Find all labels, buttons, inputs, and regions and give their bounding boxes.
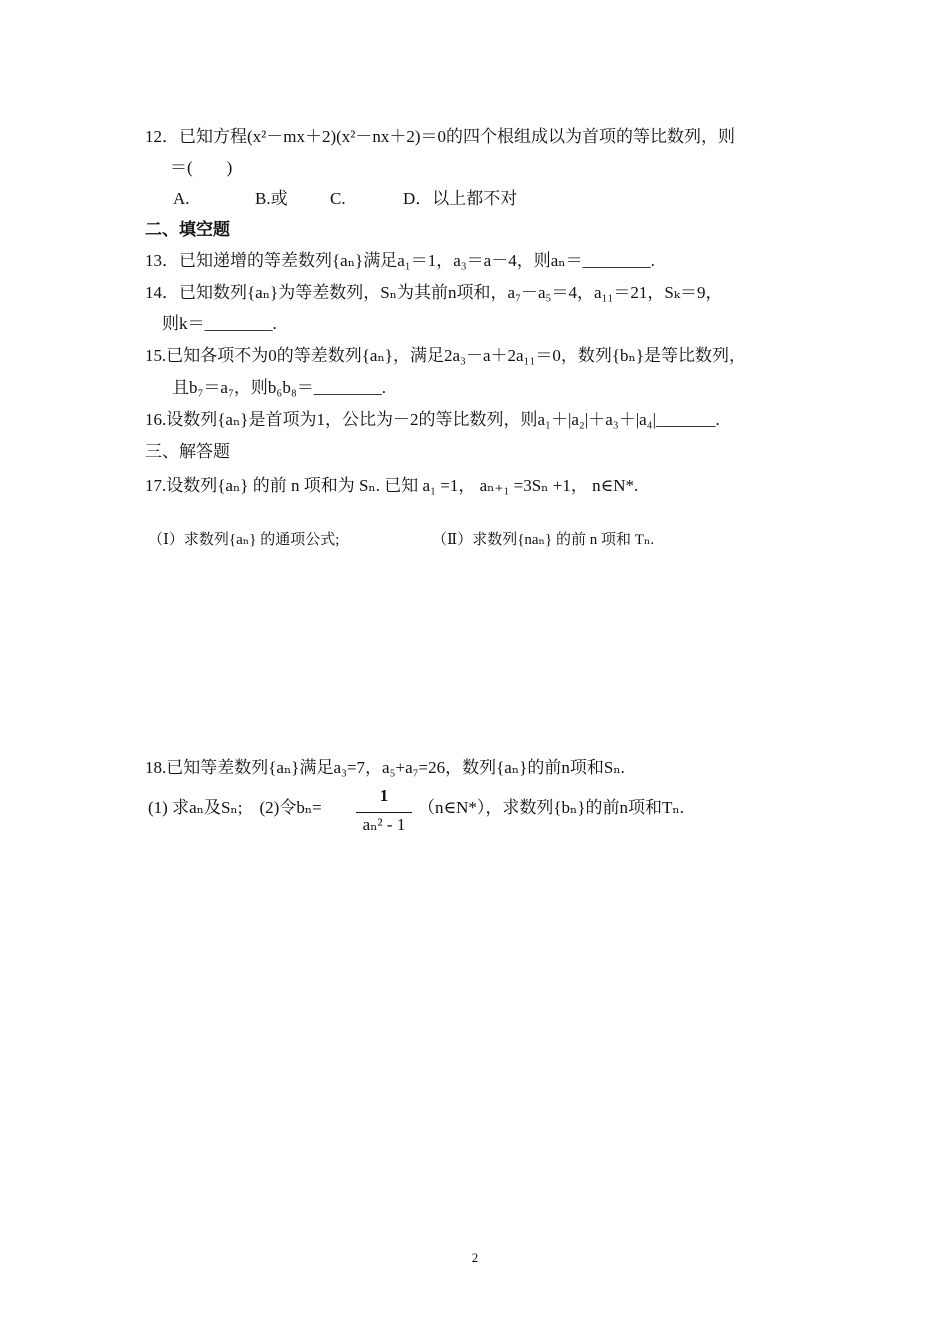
q18-fraction-numerator: 1 [379,786,389,805]
q12-option-c: C. [330,189,346,208]
page-number: 2 [471,1250,479,1265]
q12-option-a: A. [173,189,190,208]
q14-line1: 14．已知数列{aₙ}为等差数列，Sₙ为其前n项和，a₇－a₅＝4，a₁₁＝21，Sₖ＝9， [145,283,723,302]
section-fill-in: 二、填空题 [145,220,230,239]
q13: 13．已知递增的等差数列{aₙ}满足a₁＝1，a₃＝a－4，则aₙ＝________. [145,251,655,270]
q18-part-prefix: (1) 求aₙ及Sₙ; (2)令bₙ= [148,798,322,817]
q12-line1: 12．已知方程(x²－mx＋2)(x²－nx＋2)＝0的四个根组成以为首项的等比数列，则 [145,127,736,146]
q14-line2: 则k＝________. [162,314,277,333]
q12-line2: ＝( ) [170,158,233,177]
section-solutions: 三、解答题 [145,442,230,461]
q12-option-d: D．以上都不对 [403,189,518,208]
q18-fraction-bar [356,812,412,813]
q17-line1: 17.设数列{aₙ} 的前 n 项和为 Sₙ. 已知 a₁ =1， aₙ₊₁ =3Sₙ +1， n∈N*. [145,476,639,495]
q16: 16.设数列{aₙ}是首项为1，公比为－2的等比数列，则a₁＋|a₂|＋a₃＋|a₄|_______. [145,410,720,429]
q12-option-b: B.或 [255,189,288,208]
q17-part2: （Ⅱ）求数列{naₙ} 的前 n 项和 Tₙ. [432,532,655,548]
q15-line1: 15.已知各项不为0的等差数列{aₙ}，满足2a₃－a＋2a₁₁＝0，数列{bₙ}是等比数列， [145,346,747,365]
q15-line2: 且b₇＝a₇，则b₆b₈＝________. [172,378,387,397]
q17-part1: （Ⅰ）求数列{aₙ} 的通项公式; [148,532,340,548]
q18-part-suffix: （n∈N*），求数列{bₙ}的前n项和Tₙ. [418,798,685,817]
q18-line1: 18.已知等差数列{aₙ}满足a₃=7，a₅+a₇=26，数列{aₙ}的前n项和Sₙ. [145,758,625,777]
q18-fraction-denominator: aₙ² - 1 [362,815,406,834]
